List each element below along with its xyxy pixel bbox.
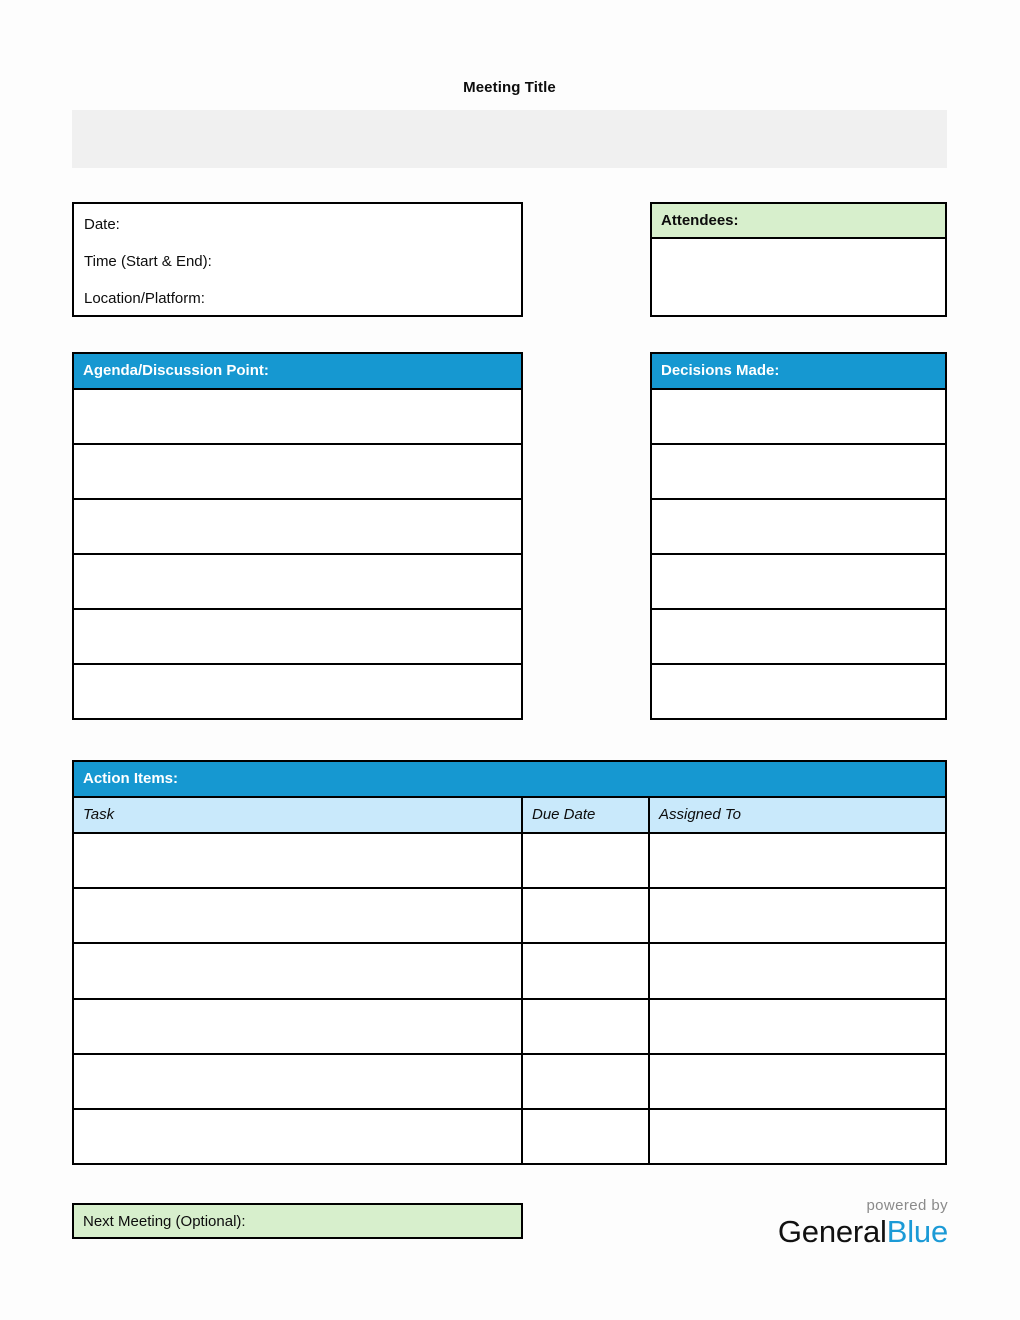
agenda-row[interactable] xyxy=(74,445,521,500)
cell-task[interactable] xyxy=(74,1055,523,1108)
next-meeting-box[interactable]: Next Meeting (Optional): xyxy=(72,1203,523,1239)
cell-due-date[interactable] xyxy=(523,1055,650,1108)
cell-assigned-to[interactable] xyxy=(650,834,945,887)
brand-name-first: General xyxy=(777,1214,887,1249)
location-label: Location/Platform: xyxy=(84,290,205,307)
attendees-header: Attendees: xyxy=(652,204,945,239)
cell-assigned-to[interactable] xyxy=(650,889,945,942)
cell-assigned-to[interactable] xyxy=(650,1055,945,1108)
attendees-input-cell[interactable] xyxy=(652,239,945,315)
action-items-body xyxy=(74,834,945,1163)
date-label: Date: xyxy=(84,216,120,233)
agenda-header: Agenda/Discussion Point: xyxy=(74,354,521,390)
decisions-row[interactable] xyxy=(652,445,945,500)
time-label: Time (Start & End): xyxy=(84,253,212,270)
decisions-row[interactable] xyxy=(652,500,945,555)
attendees-box xyxy=(650,202,947,317)
cell-due-date[interactable] xyxy=(523,889,650,942)
cell-due-date[interactable] xyxy=(523,834,650,887)
decisions-row[interactable] xyxy=(652,665,945,718)
agenda-table xyxy=(72,352,523,720)
action-items-header: Action Items: xyxy=(74,762,945,798)
cell-assigned-to[interactable] xyxy=(650,944,945,997)
agenda-row[interactable] xyxy=(74,555,521,610)
cell-task[interactable] xyxy=(74,1000,523,1053)
action-items-column-header-row xyxy=(74,798,945,834)
decisions-row[interactable] xyxy=(652,390,945,445)
decisions-rows xyxy=(652,390,945,718)
agenda-row[interactable] xyxy=(74,665,521,718)
page-title: Meeting Title xyxy=(463,79,556,96)
agenda-row[interactable] xyxy=(74,390,521,445)
table-row xyxy=(74,1055,945,1110)
decisions-table xyxy=(650,352,947,720)
meeting-info-box xyxy=(72,202,523,317)
table-row xyxy=(74,834,945,889)
action-items-table xyxy=(72,760,947,1165)
column-header-assigned-to: Assigned To xyxy=(659,806,742,823)
brand-name-second: Blue xyxy=(886,1214,948,1249)
agenda-rows xyxy=(74,390,521,718)
agenda-row[interactable] xyxy=(74,500,521,555)
table-row xyxy=(74,1110,945,1163)
cell-task[interactable] xyxy=(74,889,523,942)
column-header-task: Task xyxy=(74,798,523,832)
brand-name xyxy=(778,1216,948,1247)
table-row xyxy=(74,944,945,999)
cell-task[interactable] xyxy=(74,834,523,887)
decisions-row[interactable] xyxy=(652,610,945,665)
generalblue-logo xyxy=(778,1198,948,1247)
decisions-header: Decisions Made: xyxy=(652,354,945,390)
cell-due-date[interactable] xyxy=(523,944,650,997)
cell-due-date[interactable] xyxy=(523,1000,650,1053)
agenda-row[interactable] xyxy=(74,610,521,665)
cell-due-date[interactable] xyxy=(523,1110,650,1163)
decisions-row[interactable] xyxy=(652,555,945,610)
table-row xyxy=(74,889,945,944)
header-banner-placeholder xyxy=(72,110,947,168)
column-header-due-date: Due Date xyxy=(523,798,650,832)
powered-by-label: powered by xyxy=(866,1197,948,1214)
cell-task[interactable] xyxy=(74,944,523,997)
cell-assigned-to[interactable] xyxy=(650,1110,945,1163)
table-row xyxy=(74,1000,945,1055)
cell-task[interactable] xyxy=(74,1110,523,1163)
cell-assigned-to[interactable] xyxy=(650,1000,945,1053)
